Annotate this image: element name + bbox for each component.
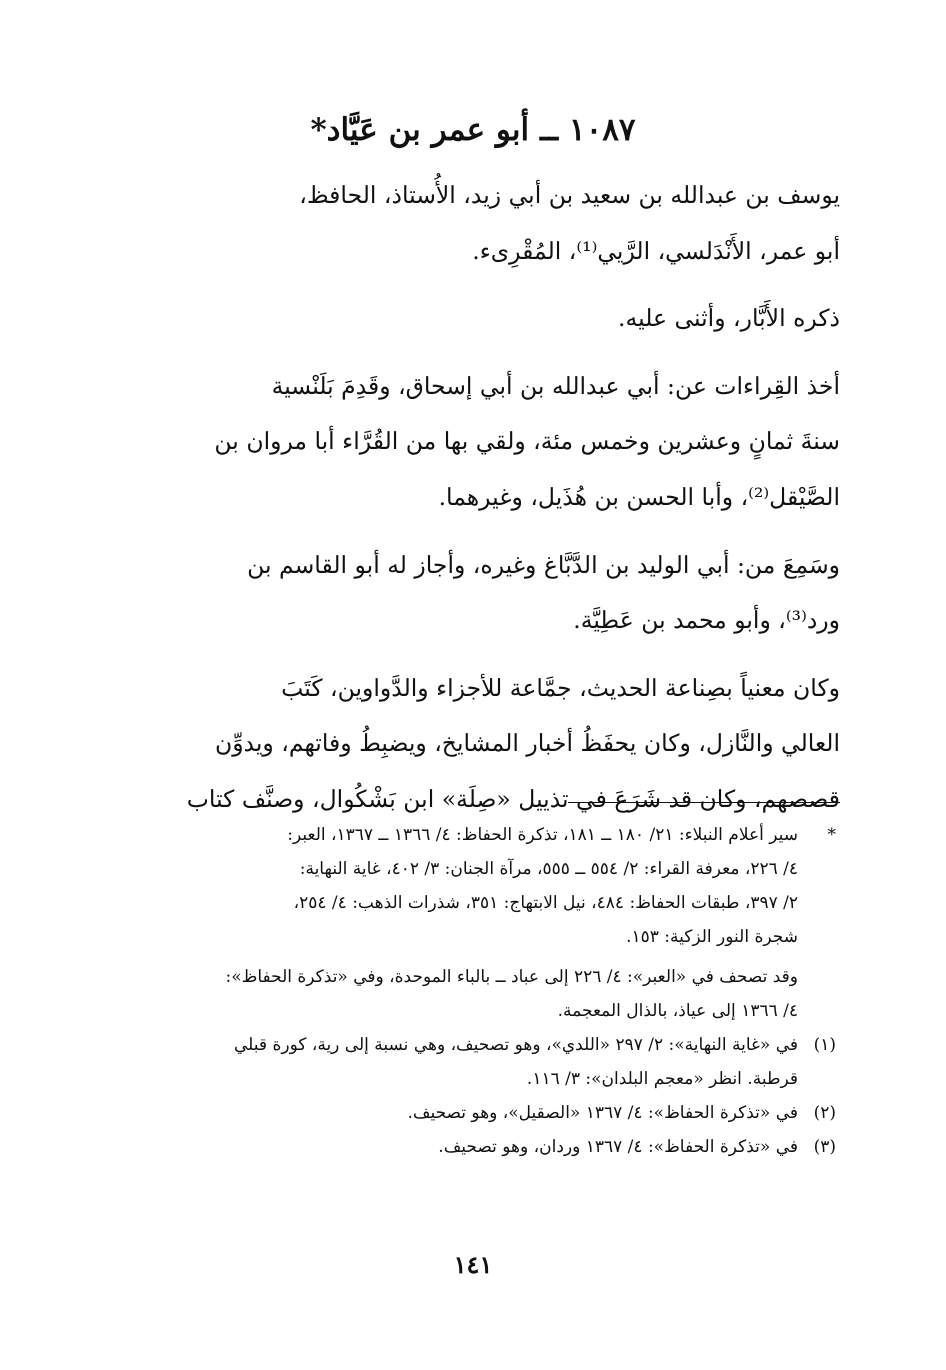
footnote-line: شجرة النور الزكية: ١٥٣.	[626, 927, 798, 947]
text-line: وسَمِعَ من: أبي الوليد بن الدَّبَّاغ وغيره، وأجاز له أبو القاسم بن	[247, 550, 840, 579]
footnote-corruption	[135, 960, 840, 1028]
footnote-line: ٤/ ١٣٦٦ إلى عياذ، بالذال المعجمة.	[557, 1001, 798, 1021]
footnote-line: في «تذكرة الحفاظ»: ٤/ ١٣٦٧ «الصقيل»، وهو تصحيف.	[407, 1103, 798, 1123]
paragraph-hearing	[130, 538, 840, 649]
biography-text	[130, 168, 840, 840]
footnote-marker: (٢)	[813, 1103, 836, 1123]
text-line: الصَّيْقل⁽²⁾، وأبا الحسن بن هُذَيل، وغيرهما.	[438, 482, 840, 511]
text-line: أبو عمر، الأَنْدَلسي، الرَّيي⁽¹⁾، المُقْرِىء.	[472, 236, 840, 265]
text-line: سنةَ ثمانٍ وعشرين وخمس مئة، ولقي بها من القُرَّاء أبا مروان بن	[214, 427, 840, 456]
footnote-marker: (١)	[813, 1035, 836, 1055]
footnote-line: في «غاية النهاية»: ٢/ ٢٩٧ «اللدي»، وهو تصحيف، وهي نسبة إلى رية، كورة قبلي	[234, 1035, 798, 1055]
footnote-line: ٢/ ٣٩٧، طبقات الحفاظ: ٤٨٤، نيل الابتهاج: ٣٥١، شذرات الذهب: ٤/ ٢٥٤،	[293, 893, 798, 913]
footnote-line: قرطبة. انظر «معجم البلدان»: ٣/ ١١٦.	[526, 1069, 798, 1089]
footnote-1	[135, 1028, 840, 1096]
entry-title: ١٠٨٧ ــ أبو عمر بن عَيَّاد*	[310, 112, 636, 148]
footnote-sources	[135, 818, 840, 954]
footnote-marker: (٣)	[813, 1137, 836, 1157]
text-line: وكان معنياً بصِناعة الحديث، جمَّاعة للأجزاء والدَّواوين، كَتَبَ	[281, 673, 840, 702]
footnote-line: في «تذكرة الحفاظ»: ٤/ ١٣٦٧ وردان، وهو تصحيف.	[438, 1137, 798, 1157]
footnote-3	[135, 1130, 840, 1164]
footnote-line: سير أعلام النبلاء: ٢١/ ١٨٠ ــ ١٨١، تذكرة الحفاظ: ٤/ ١٣٦٦ ــ ١٣٦٧، العبر:	[287, 825, 798, 845]
paragraph-name	[130, 168, 840, 279]
footnote-line: ٤/ ٢٢٦، معرفة القراء: ٢/ ٥٥٤ ــ ٥٥٥، مرآة الجنان: ٣/ ٤٠٢، غاية النهاية:	[299, 859, 798, 879]
footnote-divider	[568, 802, 840, 803]
page-number: ١٤١	[453, 1250, 493, 1279]
text-line: ورد⁽³⁾، وأبو محمد بن عَطِيَّة.	[573, 606, 840, 635]
text-line: قصصهم، وكان قد شَرَعَ في تذييل «صِلَة» ابن بَشْكُوال، وصنَّف كتاب	[186, 784, 840, 813]
text-line: العالي والنَّازل، وكان يحفَظُ أخبار المشايخ، ويضبِطُ وفاتهم، ويدوِّن	[214, 729, 840, 758]
footnotes	[135, 818, 840, 1164]
footnote-marker: *	[827, 825, 836, 845]
footnote-2	[135, 1096, 840, 1130]
text-line: يوسف بن عبدالله بن سعيد بن أبي زيد، الأُستاذ، الحافظ،	[299, 181, 840, 209]
paragraph-readings	[130, 359, 840, 526]
text-line: ذكره الأَبَّار، وأثنى عليه.	[618, 304, 840, 333]
paragraph-mention	[130, 291, 840, 347]
footnote-line: وقد تصحف في «العبر»: ٤/ ٢٢٦ إلى عباد ــ بالباء الموحدة، وفي «تذكرة الحفاظ»:	[225, 967, 798, 987]
text-line: أخذ القِراءات عن: أبي عبدالله بن أبي إسحاق، وقَدِمَ بَلَنْسية	[271, 371, 840, 400]
